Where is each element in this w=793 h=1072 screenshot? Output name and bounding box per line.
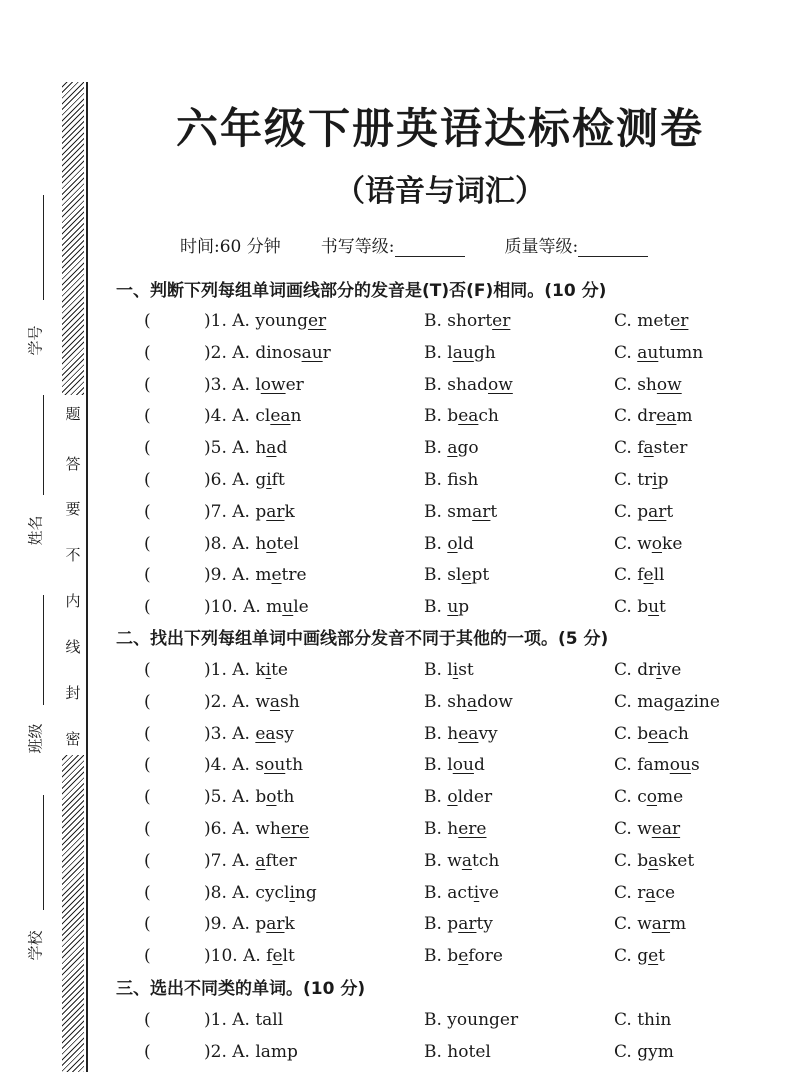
option-a: )8. A. hotel [204,533,299,554]
school-field[interactable] [43,795,44,910]
option-b: B. fsh [424,470,479,490]
school-label: 学校 [26,930,45,961]
option-a: )10. A. felt [204,946,295,967]
option-a-word: south [255,755,304,776]
option-c: C. race [614,882,676,903]
option-a-word: clean [255,406,302,427]
option-c: C. dream [614,406,693,427]
option-b: B. old [424,533,474,554]
option-c: C. but [614,597,666,618]
seal-char: 内 [65,592,81,610]
option-b: B. before [424,946,503,967]
option-a-word: felt [266,946,295,967]
question-row [144,1006,784,1034]
option-b: B. hotel [424,1041,491,1062]
option-a-word: cycling [255,882,317,903]
option-b: B. party [424,914,493,935]
answer-blank[interactable]: ( [144,723,151,744]
answer-blank[interactable]: ( [144,660,151,680]
option-b: B. ago [424,438,479,459]
option-b: B. heavy [424,723,498,744]
answer-blank[interactable]: ( [144,691,151,712]
answer-blank[interactable]: ( [144,311,151,331]
answer-blank[interactable]: ( [144,374,151,395]
answer-blank[interactable]: ( [144,850,151,871]
option-a-word: both [255,787,295,808]
option-c: C. wear [614,819,681,839]
option-a: )9. A. metre [204,565,307,586]
option-a: )7. A. park [204,501,295,522]
answer-blank[interactable]: ( [144,755,151,776]
exam-meta [180,232,780,257]
option-c: C. trip [614,470,669,490]
option-a-word: park [255,501,295,522]
option-a-word: younger [255,311,327,331]
option-a: )4. A. clean [204,406,302,427]
option-a-word: metre [255,565,307,586]
option-a-word: lower [255,374,304,395]
answer-blank[interactable]: ( [144,438,151,459]
option-c: C. warm [614,914,687,935]
option-a: )7. A. after [204,850,297,871]
option-b: B. younger [424,1010,519,1030]
question-row [144,371,784,399]
option-a-word: easy [255,723,294,744]
class-label: 班级 [26,723,45,754]
question-row [144,688,784,716]
question-row [144,402,784,430]
seal-char: 题 [65,405,81,423]
binding-strip [0,0,92,1072]
question-row [144,1038,784,1066]
question-row [144,783,784,811]
question-row [144,879,784,907]
option-a: )10. A. mule [204,597,309,618]
option-b: B. older [424,787,493,808]
option-a-word: hotel [255,533,299,554]
option-c: C. come [614,787,684,808]
option-b: B. laugh [424,342,496,363]
page-subtitle: （语音与词汇） [335,174,545,209]
seal-char: 要 [65,500,81,518]
option-b: B. here [424,819,487,839]
option-a: )1. A. kite [204,660,288,680]
option-b: B. beach [424,406,499,427]
option-c: C. meter [614,311,689,331]
question-row [144,751,784,779]
answer-blank[interactable]: ( [144,819,151,839]
seal-char: 封 [65,684,81,702]
question-row [144,339,784,367]
quality-grade: 质量等级: [505,232,649,257]
option-a: )3. A. lower [204,374,304,395]
student-no-label: 学号 [26,325,45,356]
question-row [144,720,784,748]
option-a: )5. A. had [204,438,288,459]
option-a: )1. A. younger [204,311,327,331]
answer-blank[interactable]: ( [144,946,151,967]
option-a-word: mule [266,597,309,618]
seal-char: 答 [65,455,81,473]
binding-rule [86,82,88,1072]
answer-blank[interactable]: ( [144,1041,151,1062]
answer-blank[interactable]: ( [144,342,151,363]
answer-blank[interactable]: ( [144,533,151,554]
writing-grade-blank[interactable] [395,238,465,257]
answer-blank[interactable]: ( [144,882,151,903]
option-c: C. fell [614,565,665,586]
option-b: B. shadow [424,374,513,395]
seal-char: 密 [65,730,81,748]
option-b: B. smart [424,501,498,522]
option-c: C. part [614,501,674,522]
time-limit: 时间:60 分钟 [180,237,281,257]
question-row [144,942,784,970]
question-row [144,561,784,589]
option-a: )2. A. lamp [204,1041,298,1062]
seal-char: 线 [65,638,81,656]
option-c: C. faster [614,438,688,459]
option-c: C. drive [614,660,682,680]
name-field[interactable] [43,395,44,495]
option-b: B. active [424,882,499,903]
option-b: B. slept [424,565,490,586]
option-a: )1. A. tall [204,1010,284,1030]
question-row [144,434,784,462]
section-heading: 三、选出不同类的单词。(10 分) [116,979,366,999]
option-c: C. show [614,374,682,395]
option-c: C. basket [614,850,695,871]
option-c: C. gym [614,1041,674,1062]
option-a: )2. A. dinosaur [204,342,331,363]
page-title: 六年级下册英语达标检测卷 [175,104,704,153]
option-a: )8. A. cycling [204,882,317,903]
section-heading: 一、判断下列每组单词画线部分的发音是(T)否(F)相同。(10 分) [116,281,607,301]
class-field[interactable] [43,595,44,705]
answer-blank[interactable]: ( [144,787,151,808]
answer-blank[interactable]: ( [144,914,151,935]
option-b: B. shadow [424,691,513,712]
answer-blank[interactable]: ( [144,406,151,427]
question-row [144,530,784,558]
option-a-word: where [255,819,310,839]
option-a-word: wash [255,691,300,712]
question-row [144,307,784,335]
option-a-word: park [255,914,295,935]
option-a-word: lamp [255,1041,298,1062]
option-b: B. up [424,597,470,618]
question-row [144,847,784,875]
student-no-field[interactable] [43,195,44,300]
option-a-word: gift [255,470,285,490]
option-a: )6. A. gift [204,470,285,490]
option-a-word: tall [255,1010,284,1030]
option-a: )2. A. wash [204,691,300,712]
option-c: C. beach [614,723,689,744]
quality-grade-blank[interactable] [578,238,648,257]
option-b: B. loud [424,755,485,776]
option-a-word: kite [255,660,288,680]
writing-grade: 书写等级: [321,232,465,257]
question-row [144,498,784,526]
question-row [144,593,784,621]
answer-blank[interactable]: ( [144,501,151,522]
option-b: B. shorter [424,311,511,331]
option-a: )9. A. park [204,914,295,935]
question-row [144,466,784,494]
answer-blank[interactable]: ( [144,470,151,490]
option-a: )6. A. where [204,819,310,839]
option-c: C. famous [614,755,700,776]
option-c: C. thin [614,1010,672,1030]
answer-blank[interactable]: ( [144,565,151,586]
exam-paper [100,0,793,1072]
option-c: C. woke [614,533,683,554]
answer-blank[interactable]: ( [144,1010,151,1030]
option-a: )3. A. easy [204,723,294,744]
answer-blank[interactable]: ( [144,597,151,618]
name-label: 姓名 [26,515,45,546]
option-a-word: dinosaur [255,342,331,363]
option-a-word: had [255,438,288,459]
option-c: C. magazine [614,691,720,712]
question-row [144,656,784,684]
option-c: C. get [614,946,665,967]
section-heading: 二、找出下列每组单词中画线部分发音不同于其他的一项。(5 分) [116,629,609,649]
option-a: )4. A. south [204,755,304,776]
option-c: C. autumn [614,342,704,363]
seal-char: 不 [65,546,81,564]
option-b: B. watch [424,850,500,871]
option-b: B. list [424,660,474,680]
option-a: )5. A. both [204,787,295,808]
question-row [144,910,784,938]
option-a-word: after [255,850,297,871]
question-row [144,815,784,843]
